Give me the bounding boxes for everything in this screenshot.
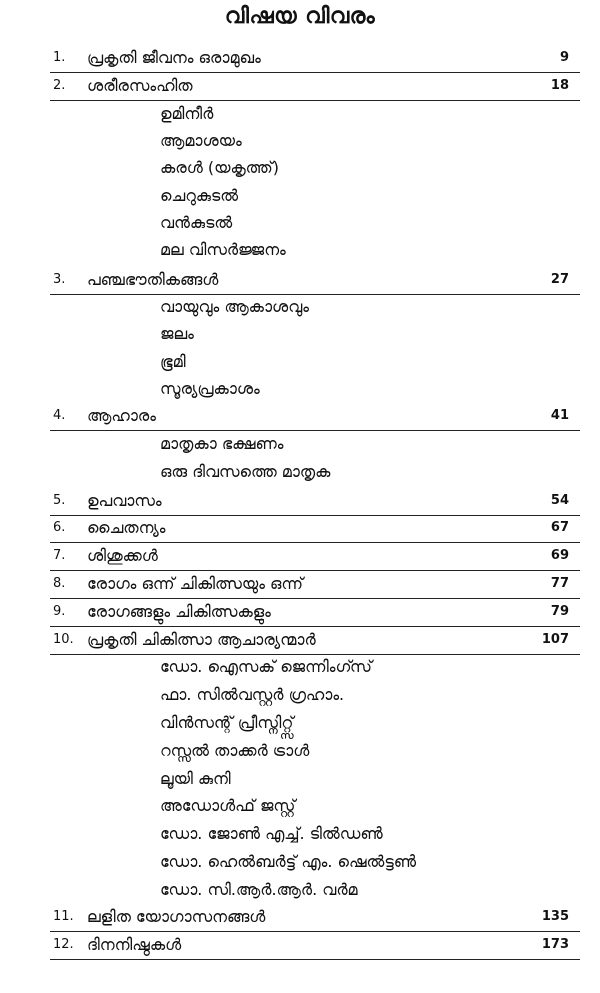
entry-divider [50, 626, 580, 627]
chapter-title: പ്രകൃതി ജീവനം ഒരാമുഖം [87, 48, 261, 67]
toc-entry [0, 76, 600, 100]
entry-divider [50, 959, 580, 960]
subtopic-title: വൻകുടൽ [160, 213, 233, 232]
page-number: 79 [550, 604, 569, 619]
toc-subentry [0, 880, 600, 904]
chapter-title: ലളിത യോഗാസനങ്ങൾ [87, 907, 266, 926]
subtopic-title: ആമാശയം [160, 131, 242, 150]
subtopic-title: ചെറുകുടൽ [160, 186, 239, 205]
toc-entry [0, 907, 600, 931]
chapter-number: 9. [53, 604, 66, 619]
page-title: വിഷയ വിവരം [224, 4, 376, 29]
toc-entry [0, 518, 600, 542]
chapter-number: 3. [53, 272, 66, 287]
toc-subentry [0, 657, 600, 681]
entry-divider [50, 515, 580, 516]
page-number: 54 [550, 493, 569, 508]
subtopic-title: റസ്സൽ താക്കർ ട്രാൾ [160, 741, 310, 760]
subtopic-title: ഡോ. ഐസക് ജെന്നിംഗ്സ് [160, 657, 372, 676]
toc-entry [0, 546, 600, 570]
page-number: 41 [550, 408, 569, 423]
chapter-number: 7. [53, 548, 66, 563]
entry-divider [50, 72, 580, 73]
toc-entry [0, 630, 600, 654]
subtopic-title: വിൻസന്റ് പ്രീസ്നിറ്റ്സ് [160, 713, 294, 732]
toc-subentry [0, 131, 600, 155]
page-number: 69 [550, 548, 569, 563]
chapter-number: 10. [53, 632, 74, 647]
entry-divider [50, 294, 580, 295]
page-number: 107 [541, 632, 569, 647]
entry-divider [50, 430, 580, 431]
chapter-title: ഉപവാസം [87, 491, 162, 510]
chapter-number: 1. [53, 50, 66, 65]
chapter-number: 4. [53, 408, 66, 423]
toc-subentry [0, 324, 600, 348]
toc-subentry [0, 379, 600, 403]
toc-subentry [0, 104, 600, 128]
subtopic-title: മല വിസർജ്ജനം [160, 240, 286, 259]
subtopic-title: വായുവും ആകാശവും [160, 297, 309, 316]
toc-entry [0, 48, 600, 72]
toc-subentry [0, 713, 600, 737]
toc-subentry [0, 462, 600, 486]
toc-subentry [0, 741, 600, 765]
page-number: 173 [541, 937, 569, 952]
entry-divider [50, 598, 580, 599]
page-number: 67 [550, 520, 569, 535]
toc-subentry [0, 240, 600, 264]
toc-entry [0, 935, 600, 959]
toc-subentry [0, 852, 600, 876]
subtopic-title: ഡോ. ഹെൽബർട്ട് എം. ഷെൽട്ടൺ [160, 852, 417, 871]
chapter-number: 11. [53, 909, 74, 924]
toc-entry [0, 491, 600, 515]
toc-subentry [0, 297, 600, 321]
toc-subentry [0, 685, 600, 709]
chapter-number: 2. [53, 78, 66, 93]
page-number: 135 [541, 909, 569, 924]
chapter-title: ആഹാരം [87, 406, 156, 425]
toc-subentry [0, 186, 600, 210]
toc-subentry [0, 824, 600, 848]
subtopic-title: കരൾ (യകൃത്ത്) [160, 158, 280, 177]
subtopic-title: ജലം [160, 324, 194, 343]
subtopic-title: അഡോൾഫ് ജസ്റ്റ് [160, 796, 296, 815]
toc-subentry [0, 796, 600, 820]
page-number: 77 [550, 576, 569, 591]
entry-divider [50, 542, 580, 543]
page-number: 9 [559, 50, 569, 65]
toc-entry [0, 574, 600, 598]
entry-divider [50, 100, 580, 101]
toc-subentry [0, 158, 600, 182]
chapter-title: ശരീരസംഹിത [87, 76, 193, 95]
subtopic-title: ലൂയി കുനി [160, 769, 231, 788]
toc-entry [0, 406, 600, 430]
subtopic-title: സൂര്യപ്രകാശം [160, 379, 260, 398]
subtopic-title: ഫാ. സിൽവസ്റ്റർ ഗ്രഹാം. [160, 685, 345, 704]
entry-divider [50, 654, 580, 655]
chapter-number: 6. [53, 520, 66, 535]
toc-entry [0, 602, 600, 626]
toc-subentry [0, 352, 600, 376]
toc-subentry [0, 769, 600, 793]
chapter-number: 5. [53, 493, 66, 508]
entry-divider [50, 570, 580, 571]
chapter-title: രോഗങ്ങളും ചികിത്സകളും [87, 602, 271, 621]
toc-entry [0, 270, 600, 294]
subtopic-title: മാതൃകാ ഭക്ഷണം [160, 434, 284, 453]
entry-divider [50, 931, 580, 932]
chapter-title: ശിശുക്കൾ [87, 546, 158, 565]
page-number: 18 [550, 78, 569, 93]
chapter-title: പഞ്ചഭൗതികങ്ങൾ [87, 270, 219, 289]
subtopic-title: ഉമിനീർ [160, 104, 214, 123]
toc-subentry [0, 213, 600, 237]
subtopic-title: ഒരു ദിവസത്തെ മാതൃക [160, 462, 331, 481]
chapter-title: രോഗം ഒന്ന് ചികിത്സയും ഒന്ന് [87, 574, 304, 593]
chapter-number: 12. [53, 937, 74, 952]
chapter-title: ദിനനിഷ്ഠകൾ [87, 935, 182, 954]
subtopic-title: ഭൂമി [160, 352, 186, 371]
chapter-number: 8. [53, 576, 66, 591]
chapter-title: പ്രകൃതി ചികിത്സാ ആചാര്യന്മാർ [87, 630, 316, 649]
page-number: 27 [550, 272, 569, 287]
subtopic-title: ഡോ. ജോൺ എച്ച്. ടിൽഡൺ [160, 824, 383, 843]
chapter-title: ചൈതന്യം [87, 518, 166, 537]
subtopic-title: ഡോ. സി.ആർ.ആർ. വർമ [160, 880, 358, 899]
toc-subentry [0, 434, 600, 458]
